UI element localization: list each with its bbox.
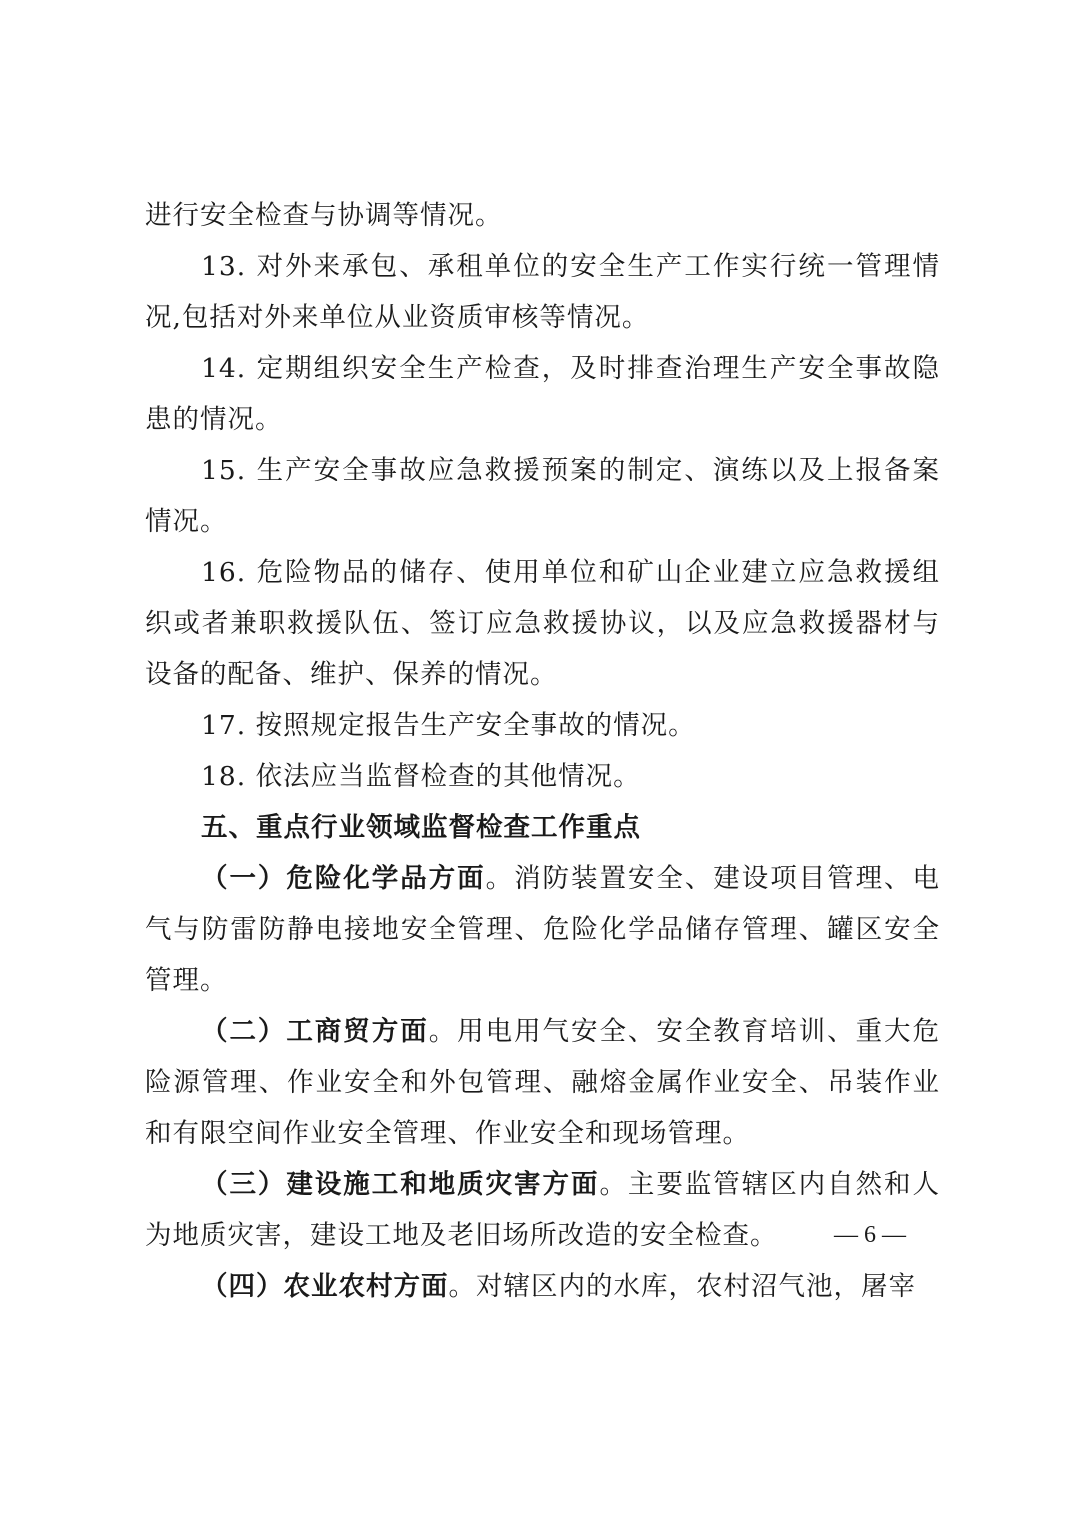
subsection-label: （一）危险化学品方面	[201, 863, 486, 894]
item-number: 17.	[201, 710, 247, 741]
paragraph-continuation	[145, 190, 940, 241]
list-item-18	[145, 751, 940, 802]
item-text: 危险物品的储存、使用单位和矿山企业建立应急救援组织或者兼职救援队伍、签订应急救援协议，以及应急救援器材与设备的配备、维护、保养的情况。	[145, 557, 940, 690]
list-item-15	[145, 445, 940, 547]
item-text: 依法应当监督检查的其他情况。	[255, 761, 641, 792]
subsection-text: 。消防装置安全、建设项目管理、电气与防雷防静电接地安全管理、危险化学品储存管理、罐区安全管理。	[145, 863, 941, 996]
section-heading: 五、重点行业领域监督检查工作重点	[201, 812, 641, 843]
list-item-17	[145, 700, 940, 751]
paragraph-text: 进行安全检查与协调等情况。	[145, 200, 503, 231]
list-item-13	[145, 241, 940, 343]
list-item-16	[145, 547, 940, 700]
item-text: 生产安全事故应急救援预案的制定、演练以及上报备案情况。	[145, 455, 940, 537]
item-number: 14.	[201, 353, 247, 384]
item-text: 按照规定报告生产安全事故的情况。	[255, 710, 696, 741]
subsection-text: 。主要监管辖区内自然和人为地质灾害，建设工地及老旧场所改造的安全检查。	[145, 1169, 941, 1251]
subsection-chemicals	[145, 853, 940, 1006]
subsection-text: 。对辖区内的水库，农村沼气池，屠宰	[448, 1271, 916, 1302]
subsection-agriculture	[145, 1261, 940, 1312]
subsection-label: （四）农业农村方面	[201, 1271, 449, 1302]
item-number: 18.	[201, 761, 247, 792]
item-number: 16.	[201, 557, 247, 588]
item-text: 对外来承包、承租单位的安全生产工作实行统一管理情况,包括对外来单位从业资质审核等情况。	[145, 251, 940, 333]
item-number: 15.	[201, 455, 247, 486]
subsection-industry-trade	[145, 1006, 940, 1159]
subsection-label: （三）建设施工和地质灾害方面	[201, 1169, 600, 1200]
item-text: 定期组织安全生产检查，及时排查治理生产安全事故隐患的情况。	[145, 353, 940, 435]
document-body	[145, 190, 940, 1312]
subsection-label: （二）工商贸方面	[201, 1016, 429, 1047]
item-number: 13.	[201, 251, 247, 282]
subsection-text: 。用电用气安全、安全教育培训、重大危险源管理、作业安全和外包管理、融熔金属作业安全、吊装作业和有限空间作业安全管理、作业安全和现场管理。	[145, 1016, 941, 1149]
list-item-14	[145, 343, 940, 445]
page-number: — 6 —	[834, 1222, 906, 1248]
